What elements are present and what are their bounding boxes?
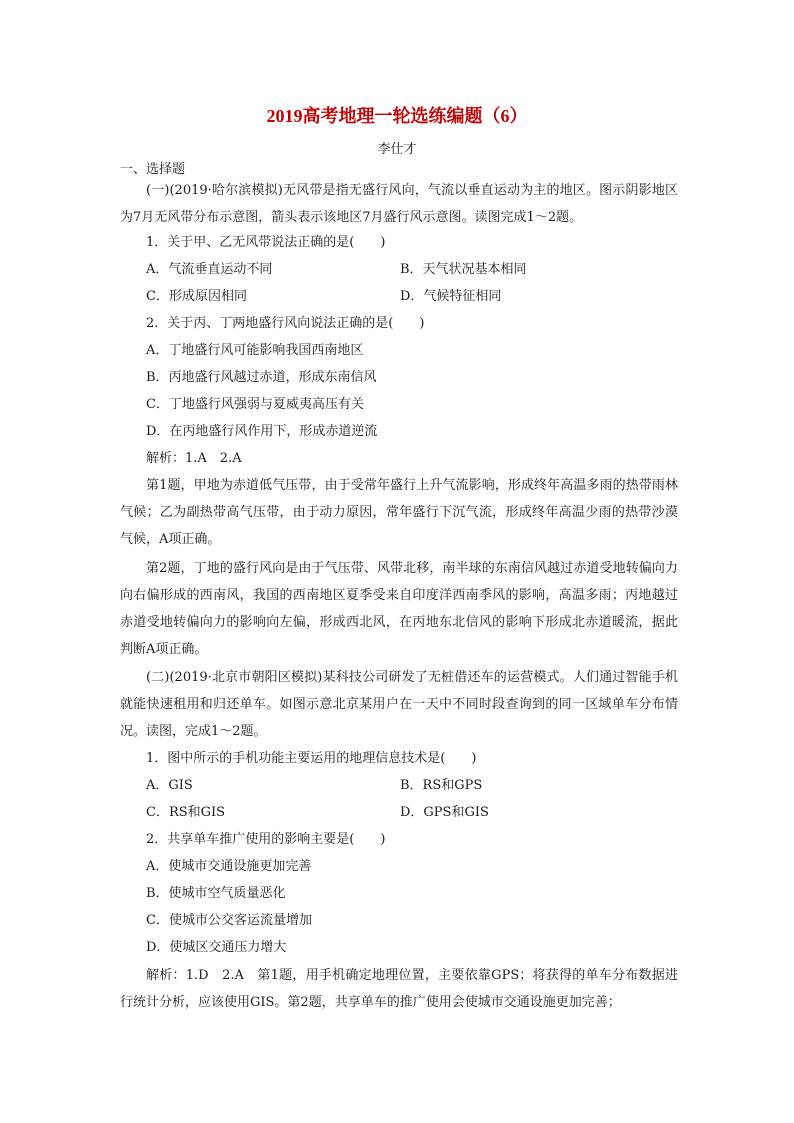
part1-q2-option-c: C．丁地盛行风强弱与夏威夷高压有关 xyxy=(146,397,364,412)
part2-intro: (二)(2019·北京市朝阳区模拟)某科技公司研发了无桩借还车的运营模式。人们通过智能手机就能快速租用和归还单车。如图示意北京某用户在一天中不同时段查询到的同一区域单车分布情况。读图，完成1～2题。 xyxy=(120,670,678,739)
part2-q1-stem: 1．图中所示的手机功能主要运用的地理信息技术是( ) xyxy=(146,751,477,766)
part1-q2-option-d: D．在丙地盛行风作用下，形成赤道逆流 xyxy=(146,424,378,439)
part1-q2-option-a: A．丁地盛行风可能影响我国西南地区 xyxy=(146,343,364,358)
section-heading: 一、选择题 xyxy=(120,162,186,177)
part2-q2-option-b: B．使城市空气质量恶化 xyxy=(146,886,286,901)
author-name: 李仕才 xyxy=(377,142,417,157)
part1-explanation-1: 第1题，甲地为赤道低气压带，由于受常年盛行上升气流影响，形成终年高温多雨的热带雨林气候；乙为副热带高气压带，由于动力原因，常年盛行下沉气流，形成终年高温少雨的热带沙漠气候，A项正确。 xyxy=(120,478,678,547)
part2-q1-option-a: A．GIS xyxy=(146,778,193,793)
part1-q1-stem: 1．关于甲、乙无风带说法正确的是( ) xyxy=(146,235,386,250)
part2-q1-option-d: D．GPS和GIS xyxy=(400,805,489,820)
part1-q1-option-a: A．气流垂直运动不同 xyxy=(146,262,273,277)
part2-q2-option-c: C．使城市公交客运流量增加 xyxy=(146,913,312,928)
part2-q2-option-d: D．使城区交通压力增大 xyxy=(146,940,287,955)
part1-q2-stem: 2．关于丙、丁两地盛行风向说法正确的是( ) xyxy=(146,316,425,331)
part2-q2-stem: 2．共享单车推广使用的影响主要是( ) xyxy=(146,832,386,847)
part1-intro: (一)(2019·哈尔滨模拟)无风带是指无盛行风向，气流以垂直运动为主的地区。图示阴影地区为7月无风带分布示意图，箭头表示该地区7月盛行风示意图。读图完成1～2题。 xyxy=(120,183,678,225)
part2-q2-option-a: A．使城市交通设施更加完善 xyxy=(146,859,312,874)
part2-q1-option-b: B．RS和GPS xyxy=(400,778,483,793)
part2-q1-option-c: C．RS和GIS xyxy=(146,805,226,820)
part1-q1-option-d: D．气候特征相同 xyxy=(400,289,502,304)
part1-q1-option-b: B．天气状况基本相同 xyxy=(400,262,527,277)
part1-explanation-2: 第2题，丁地的盛行风向是由于气压带、风带北移，南半球的东南信风越过赤道受地转偏向力向右偏形成的西南风，我国的西南地区夏季受来自印度洋西南季风的影响，高温多雨；丙地越过赤道受地转偏向力的影响向左偏，形成西北风，在丙地东北信风的影响下形成北赤道暖流，据此判断A项正确。 xyxy=(120,561,678,657)
part1-q2-option-b: B．丙地盛行风越过赤道，形成东南信风 xyxy=(146,370,377,385)
part1-q1-option-c: C．形成原因相同 xyxy=(146,289,247,304)
part1-answer-label: 解析：1.A 2.A xyxy=(146,451,242,466)
document-title: 2019高考地理一轮选练编题（6） xyxy=(266,106,528,126)
part2-answer: 解析：1.D 2.A 第1题，用手机确定地理位置，主要依靠GPS；将获得的单车分布数据进行统计分析，应该使用GIS。第2题，共享单车的推广使用会使城市交通设施更加完善； xyxy=(120,968,678,1010)
